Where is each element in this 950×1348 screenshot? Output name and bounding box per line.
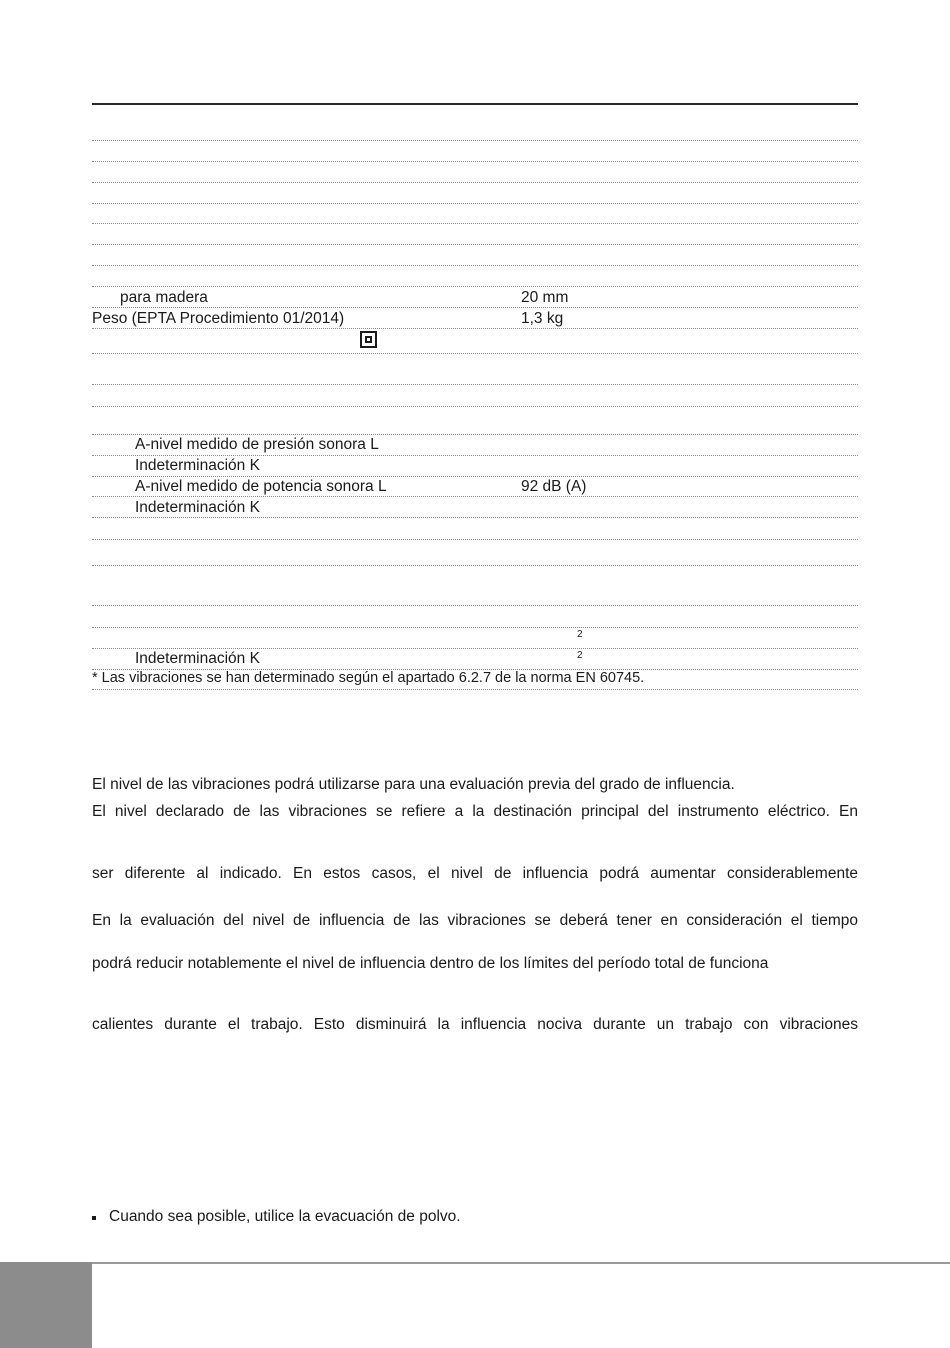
vibration-footnote: * Las vibraciones se han determinado según el apartado 6.2.7 de la norma EN 60745. [92,670,645,686]
table-rule [92,434,858,435]
table-rule [92,307,858,308]
table-rule [92,406,858,407]
table-rule [92,182,858,183]
footer-rule [92,1262,950,1264]
sound-power-value: 92 dB (A) [521,478,587,495]
table-rule [92,353,858,354]
bullet-item: Cuando sea posible, utilice la evacuación de polvo. [109,1208,461,1225]
body-line: calientes durante el trabajo. Esto disminuirá la influencia nociva durante un trabajo con vibraciones [92,1016,858,1033]
body-line: El nivel de las vibraciones podrá utilizarse para una evaluación previa del grado de influencia. [92,776,735,793]
table-rule [92,565,858,566]
table-rule [92,496,858,497]
table-rule [92,203,858,204]
table-rule [92,223,858,224]
table-rule [92,648,858,649]
table-rule [92,539,858,540]
table-rule [92,605,858,606]
body-line: En la evaluación del nivel de influencia de las vibraciones se deberá tener en consideración el tiempo [92,912,858,929]
table-rule [92,476,858,477]
body-line: podrá reducir notablemente el nivel de influencia dentro de los límites del período total de funciona [92,955,769,972]
table-rule [92,517,858,518]
protection-class-ii-icon [360,331,377,348]
body-line: El nivel declarado de las vibraciones se refiere a la destinación principal del instrumento eléctrico. En [92,803,858,820]
sound-power-uncertainty-label: Indeterminación K [135,499,260,516]
table-rule [92,384,858,385]
weight-value: 1,3 kg [521,310,564,327]
table-rule [92,627,858,628]
unit-exponent: 2 [577,629,583,640]
table-rule [92,328,858,329]
table-rule [92,140,858,141]
table-rule [92,161,858,162]
vibration-uncertainty-label: Indeterminación K [135,650,260,667]
table-rule [92,244,858,245]
table-rule [92,286,858,287]
drill-wood-value: 20 mm [521,289,569,306]
bullet-icon [92,1216,96,1220]
table-rule [92,455,858,456]
sound-pressure-label: A-nivel medido de presión sonora L [135,436,379,453]
page-tab [0,1262,92,1348]
drill-wood-label: para madera [120,289,208,306]
table-rule [92,265,858,266]
sound-pressure-uncertainty-label: Indeterminación K [135,457,260,474]
body-line: ser diferente al indicado. En estos casos, el nivel de influencia podrá aumentar considerablemente [92,865,858,882]
weight-label: Peso (EPTA Procedimiento 01/2014) [92,310,345,327]
sound-power-label: A-nivel medido de potencia sonora L [135,478,387,495]
table-rule [92,689,858,690]
header-rule [92,103,858,105]
unit-exponent: 2 [577,650,583,661]
